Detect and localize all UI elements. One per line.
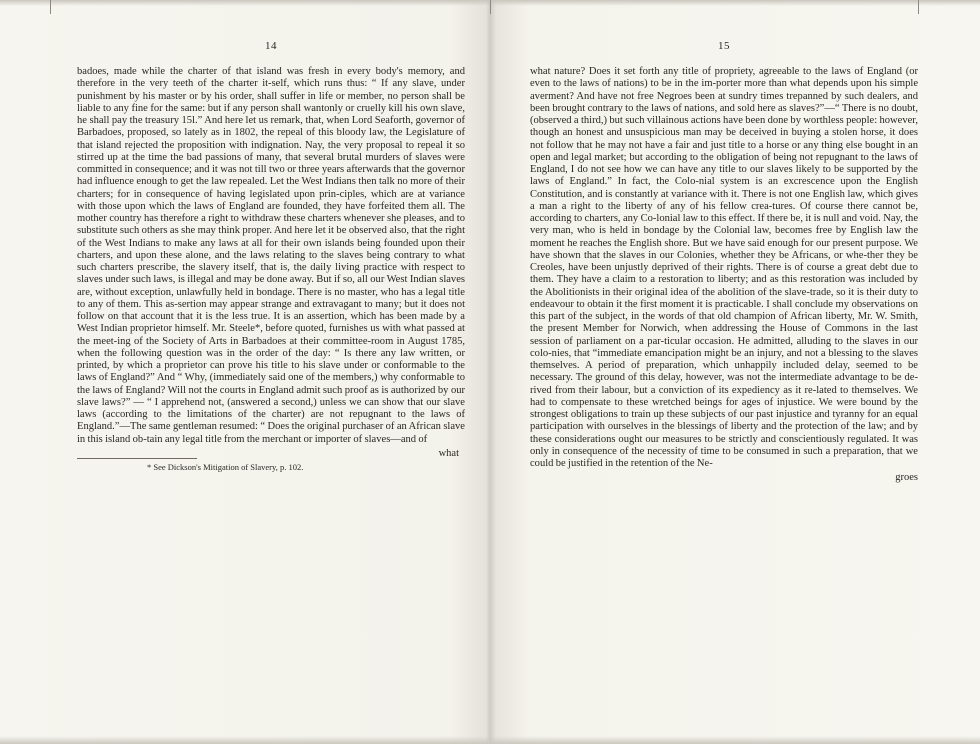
page-footer	[77, 447, 465, 472]
catchword: what	[438, 447, 459, 459]
footnote: * See Dickson's Mitigation of Slavery, p. 102.	[147, 461, 304, 472]
page-number: 14	[265, 40, 277, 52]
page-text: badoes, made while the charter of that island was fresh in every body's memory, and therefore in the very teeth of the charter it-self, which runs thus: “ If any slave, under punishment by his master or by his order, shall suffer in life or member, no person shall be liable to any fine for the same: but if any person shall wantonly or cruelly kill his own slave, he shall pay the treasury 15l.” And here let us remark, that, when Lord Seaforth, governor of Barbadoes, proposed, so lately as in 1802, the repeal of this bloody law, the Legislature of that island rejected the proposition with indignation. Nay, the very proposal to repeal it so stirred up at the time the bad passions of many, that several brutal murders of slaves were committed in consequence; and it was not till two or three years afterwards that the governor had influence enough to get the law repealed. Let the West Indians then talk no more of their charters; for in consequence of having legislated upon prin-ciples, which are at variance with those upon which the laws of England are founded, they have forfeited them all. The mother country has therefore a right to withdraw these charters whenever she pleases, and to substitute such others as she may think proper. And here let it be observed also, that the right of the West Indians to make any laws at all for their own islands being founded upon their charters, and upon these alone, and the laws relating to the slaves being contrary to what such charters prescribe, the slavery itself, that is, the daily living practice with respect to slaves under such laws, is illegal and may be done away. But if so, all our West Indian slaves are, without exception, unlawfully held in bondage. There is no master, who has a legal title to any of them. This as-sertion may appear strange and extravagant to many; but it does not follow on that account that it is the less true. It is an assertion, which has been made by a West Indian proprietor himself. Mr. Steele*, before quoted, furnishes us with what passed at the meet-ing of the Society of Arts in Barbadoes at their committee-room in August 1785, when the following question was in the order of the day: “ Is there any law written, or printed, by which a proprietor can prove his title to his slave under or conformable to the laws of England?” And “ Why, (immediately said one of the members,) why conformable to the laws of England? Will not the courts in England admit such proof as is authorized by our slave laws?” — “ I apprehend not, (answered a second,) unless we can show that our slave laws (according to the limitations of the charter) are not repugnant to the laws of England.”—The same gentleman resumed: “ Does the original purchaser of an African slave in this island ob-tain any legal title from the merchant or importer of slaves—and of	[77, 66, 465, 445]
footnote-rule	[77, 458, 197, 459]
page-number: 15	[718, 40, 730, 52]
top-edge-mark	[918, 0, 919, 14]
top-edge-mark	[50, 0, 51, 14]
right-page	[530, 40, 918, 700]
left-page	[77, 40, 465, 700]
top-edge-mark	[490, 0, 491, 14]
page-text: what nature? Does it set forth any title of propriety, agreeable to the laws of England (or even to the laws of nations) to be in the im-porter more than what depends upon his simple averment? And have not free Negroes been at sundry times trepanned by such dealers, and been brought contrary to the laws of nations, and sold here as slaves?”—“ There is no doubt, (observed a third,) but such villainous actions have been done by worthless people: however, though an honest and unsuspicious man may be deceived in buying a stolen horse, it does not follow that he may not have a fair and just title to a horse or any thing else bought in an open and legal market; but according to the obligation of being not repugnant to the laws of England, I do not see how we can have any title to our slaves likely to be supported by the laws of England.” In fact, the Colo-nial system is an excrescence upon the English Constitution, and is constantly at variance with it. There is not one English law, which gives a man a right to the liberty of any of his fellow crea-tures. Of course there cannot be, according to charters, any Co-lonial law to this effect. If there be, it is null and void. Nay, the very man, who is held in bondage by the Colonial law, becomes free by English law the moment he reaches the English shore. But we have said enough for our present purpose. We have shown that the slaves in our Colonies, whether they be Africans, or whe-ther they be Creoles, have been unjustly deprived of their rights. There is of course a great debt due to them. They have a claim to a restoration to liberty; and as this restoration was included by the Abolitionists in their original idea of the abolition of the slave-trade, so it is their duty to endeavour to obtain it the first moment it is practicable. I shall conclude my observations on this part of the subject, in the words of that old champion of African liberty, Mr. W. Smith, the present Member for Norwich, when addressing the House of Commons in the last session of parliament on a par-ticular occasion. He admitted, alluding to the slaves in our colo-nies, that “immediate emancipation might be an injury, and not a blessing to the slaves themselves. A period of preparation, which unhappily included delay, seemed to be necessary. The ground of this delay, however, was not the intermediate advantage to be de-rived from their labour, but a conviction of its expediency as it re-lated to themselves. We had to compensate to these wretched beings for ages of injustice. We were bound by the strongest obligations to train up these subjects of our past injustice and tyranny for an equal participation with ourselves in the blessings of liberty and the protection of the law; and by these considerations ought our measures to be strictly and conscientiously regulated. It was only in consequence of the necessity of time to be consumed in such a preparation, that we could be justified in the retention of the Ne-	[530, 66, 918, 469]
bottom-edge-shadow	[0, 736, 980, 744]
catchword: groes	[895, 472, 918, 484]
